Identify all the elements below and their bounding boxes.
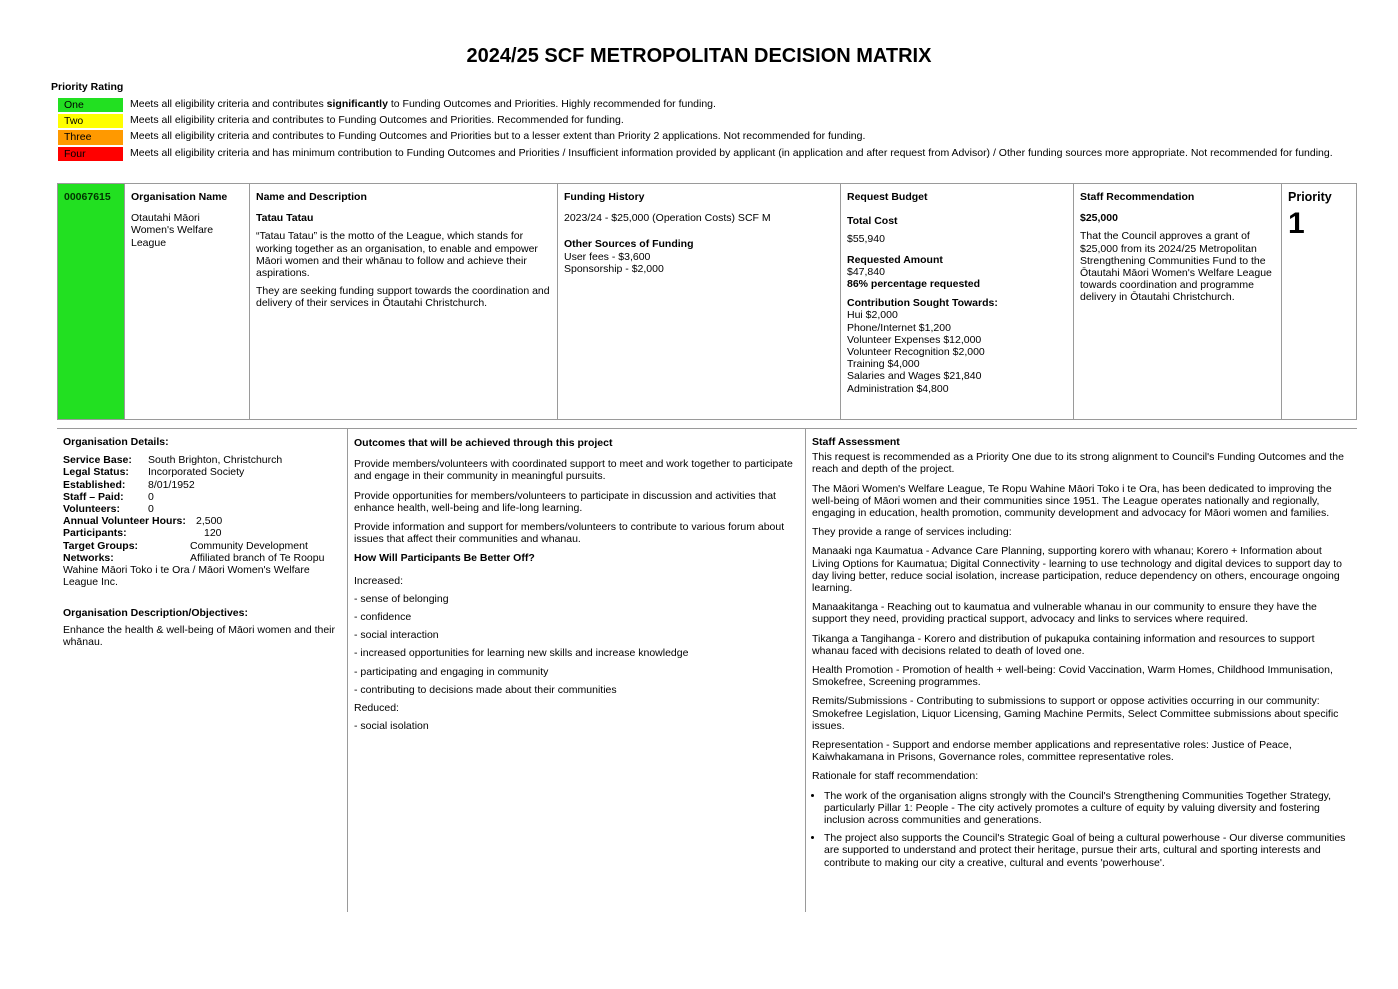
funding-history-heading: Funding History [564,191,645,203]
networks-value: Affiliated branch of Te Roopu [190,551,325,564]
column-divider [805,429,806,912]
staff-recommendation-cell [1074,184,1282,419]
staff-assessment-heading: Staff Assessment [812,436,900,448]
project-description-2: They are seeking funding support towards the coordination and delivery of their services in Ōtautahi Christchurch. [256,285,550,310]
increased-item: - participating and engaging in community [354,665,549,678]
contribution-item: Volunteer Expenses $12,000 [847,333,982,346]
other-source-item: Sponsorship - $2,000 [564,262,664,275]
outcome-item: Provide opportunities for members/volunteers to participate in discussion and activities that enhance health, well-being and life-long learning. [354,489,776,514]
total-cost-label: Total Cost [847,215,898,228]
contribution-heading: Contribution Sought Towards: [847,297,998,310]
organisation-cell [125,184,250,419]
assessment-paragraph: They provide a range of services including: [812,526,1012,539]
priority-row-three [57,129,1357,145]
assessment-paragraph: Tikanga a Tangihanga - Korero and distribution of pukapuka containing information and resources to support whanau faced with decisions related to death of loved one. [812,632,1315,657]
organisation-details [63,436,343,648]
priority-desc-one: Meets all eligibility criteria and contributes significantly to Funding Outcomes and Priorities. Highly recommended for funding. [130,98,716,110]
staff-recommendation-text: That the Council approves a grant of $25,000 from its 2024/25 Metropolitan Strengthening Communities Fund to the Ōtautahi Māori Women's Welfare League towards coordination and programme delivery in Ōtautahi Christchurch. [1080,230,1272,304]
service-base-label: Service Base: [63,454,132,467]
staff-paid-label: Staff – Paid: [63,490,124,503]
outcomes-section [354,437,800,732]
priority-desc-three: Meets all eligibility criteria and contributes to Funding Outcomes and Priorities but to a lesser extent than Priority 2 applications. Not recommended for funding. [130,130,866,143]
assessment-paragraph: Manaakitanga - Reaching out to kaumatua and vulnerable whanau in our community to ensure they have the support they need, providing practical support, advocacy and links to services where required. [812,601,1317,626]
staff-recommendation-amount: $25,000 [1080,212,1118,225]
target-groups-label: Target Groups: [63,539,139,552]
contribution-item: Training $4,000 [847,358,920,371]
funding-history-entry: 2023/24 - $25,000 (Operation Costs) SCF M [564,212,771,225]
target-groups-value: Community Development [190,539,308,552]
request-budget-cell [841,184,1074,419]
annual-hours-label: Annual Volunteer Hours: [63,515,186,528]
networks-value-continued: Wahine Māori Toko i te Ora / Māori Women's Welfare League Inc. [63,564,310,589]
column-divider [347,429,348,912]
name-description-heading: Name and Description [256,191,367,203]
reduced-label: Reduced: [354,702,399,715]
established-value: 8/01/1952 [148,478,195,491]
increased-item: - social interaction [354,629,439,642]
outcomes-heading: Outcomes that will be achieved through this project [354,437,613,449]
priority-heading: Priority [1288,190,1332,204]
increased-item: - sense of belonging [354,592,449,605]
increased-item: - increased opportunities for learning new skills and increase knowledge [354,647,689,660]
volunteers-value: 0 [148,503,154,516]
participants-value: 120 [204,527,222,540]
priority-desc-four: Meets all eligibility criteria and has minimum contribution to Funding Outcomes and Priorities / Insufficient information provided by applicant (in application and after request from Advisor) / Other funding sources more appropriate. Not recommended for funding. [130,146,1333,159]
established-label: Established: [63,478,126,491]
other-sources-heading: Other Sources of Funding [564,238,694,251]
participants-label: Participants: [63,527,127,540]
rationale-list [812,790,1352,869]
priority-swatch-four: Four [57,146,124,162]
project-name: Tatau Tatau [256,212,314,225]
priority-row-two [57,113,1357,129]
priority-desc-two: Meets all eligibility criteria and contributes to Funding Outcomes and Priorities. Recommended for funding. [130,114,624,127]
section-divider [57,428,1357,429]
outcome-item: Provide members/volunteers with coordinated support to meet and work together to participate and engage in their community in meaningful pursuits. [354,458,793,483]
priority-rating-heading: Priority Rating [51,81,124,93]
other-source-item: User fees - $3,600 [564,250,651,263]
increased-item: - contributing to decisions made about their communities [354,683,617,696]
priority-rating-legend [57,97,1357,162]
legal-status-value: Incorporated Society [148,466,245,479]
contribution-item: Hui $2,000 [847,309,898,322]
org-description: Enhance the health & well-being of Māori women and their whānau. [63,623,335,648]
networks-label: Networks: [63,551,114,564]
request-budget-heading: Request Budget [847,191,928,203]
requested-amount-label: Requested Amount [847,253,943,266]
page-title: 2024/25 SCF METROPOLITAN DECISION MATRIX [466,45,932,67]
project-description: “Tatau Tatau” is the motto of the League, which stands for working together as an organisation, to enable and empower Māori women and their whānau to follow and achieve their aspirations. [256,230,538,280]
assessment-paragraph: The Māori Women's Welfare League, Te Ropu Wahine Māori Toko i te Ora, has been dedicated to improving the well-being of Māori women and their communities since 1951. The League operates nationally and regionally, engaging in education, health promotion, community development and advocacy for Māori women and families. [812,482,1332,520]
assessment-paragraph: Remits/Submissions - Contributing to submissions to support or oppose activities occurring in our community: Smokefree Legislation, Liquor Licensing, Gaming Machine Permits, Select Committee submissions about specific issues. [812,695,1339,732]
increased-label: Increased: [354,574,404,587]
legal-status-label: Legal Status: [63,466,129,479]
staff-paid-value: 0 [148,490,154,503]
priority-swatch-one: One [57,97,124,113]
staff-assessment [812,436,1352,875]
name-description-cell [250,184,558,419]
contribution-item: Volunteer Recognition $2,000 [847,346,985,359]
funding-history-cell [558,184,841,419]
assessment-paragraph: Health Promotion - Promotion of health + well-being: Covid Vaccination, Warm Homes, Childhood Immunisation, Smokefree, Screening programmes. [812,664,1333,689]
org-details-heading: Organisation Details: [63,436,169,448]
total-cost-value: $55,940 [847,233,885,246]
application-id: 00067615 [64,191,111,203]
priority-swatch-three: Three [57,129,124,145]
contribution-item: Salaries and Wages $21,840 [847,370,982,383]
contribution-item: Phone/Internet $1,200 [847,321,951,334]
rationale-bullet: • The work of the organisation aligns strongly with the Council's Strengthening Communities Together Strategy, particularly Pillar 1: People - The city actively promotes a culture of equity by valuing diversity and fostering inclusion across communities and generations. [824,790,1352,827]
outcome-item: Provide information and support for members/volunteers to contribute to various forum about issues that affect their communities and whanau. [354,521,785,546]
reduced-item: - social isolation [354,720,429,733]
volunteers-label: Volunteers: [63,503,120,516]
application-id-cell [58,184,125,419]
staff-recommendation-heading: Staff Recommendation [1080,191,1195,203]
assessment-paragraph: Rationale for staff recommendation: [812,770,979,783]
assessment-paragraph: Manaaki nga Kaumatua - Advance Care Planning, supporting korero with whanau; Korero + Information about Living Options for Kaumatua; Digital Connectivity - learning to use technology and digital devices to support day to day living better, reduce social isolation, increase participation, reduce dependency on others, encourage ongoing learning. [812,545,1342,595]
service-base-value: South Brighton, Christchurch [148,454,283,467]
contribution-item: Administration $4,800 [847,382,949,395]
annual-hours-value: 2,500 [196,515,223,528]
increased-item: - confidence [354,611,412,624]
assessment-paragraph: This request is recommended as a Priority One due to its strong alignment to Council's Funding Outcomes and the reach and depth of the project. [812,451,1344,476]
assessment-paragraph: Representation - Support and endorse member applications and representative roles: Justice of Peace, Kaiwhakamana in Prisons, Governance roles, committee representative roles. [812,739,1292,764]
percent-requested: 86% percentage requested [847,278,981,291]
priority-row-one [57,97,1357,113]
application-summary-table [57,183,1357,420]
requested-amount-value: $47,840 [847,265,885,278]
priority-row-four [57,146,1357,162]
organisation-name: Otautahi Māori Women's Welfare League [131,212,214,249]
org-description-heading: Organisation Description/Objectives: [63,607,248,620]
priority-value: 1 [1288,207,1305,241]
better-off-heading: How Will Participants Be Better Off? [354,552,535,565]
priority-swatch-two: Two [57,113,124,129]
rationale-bullet: • The project also supports the Council's Strategic Goal of being a cultural powerhouse - Our diverse communities are supported to understand and protect their heritage, pursue their arts, cultural and sporting interests and contribute to making our city a creative, cultural and events 'powerhouse'. [824,832,1352,869]
priority-cell [1282,184,1356,419]
organisation-heading: Organisation Name [131,191,228,203]
